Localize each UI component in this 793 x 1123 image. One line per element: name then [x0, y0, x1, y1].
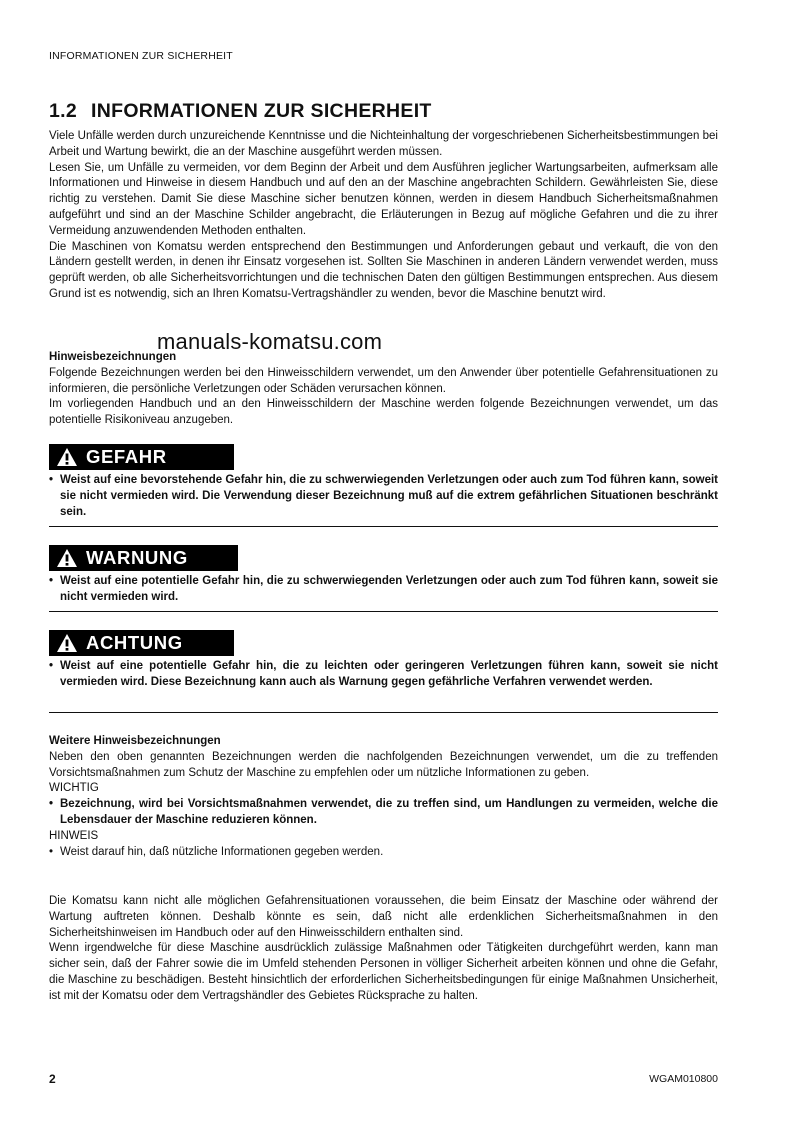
achtung-description [49, 659, 718, 691]
warnung-text: Weist auf eine potentielle Gefahr hin, die zu schwerwiegenden Verletzungen oder auch zum Tod führen kann, soweit sie nicht vermieden wird. [60, 575, 718, 603]
intro-paragraph-2: Lesen Sie, um Unfälle zu vermeiden, vor dem Beginn der Arbeit und dem Ausführen jeglicher Wartungsarbeiten, aufmerksam alle Informationen und Hinweise in diesem Handbuch und auf den an der Maschine angebrachten Schildern. Gewährleisten Sie, diese richtig zu verstehen. Damit Sie diese Maschine sicher benutzen können, werden in diesem Handbuch Sicherheitsmaßnahmen aufgeführt und sind an der Maschine Schilder angebracht, die Erläuterungen in Bezug auf mögliche Gefahren und die zu ihrer Vermeidung anzuwendenden Methoden enthalten. [49, 161, 718, 237]
bullet-icon: • [49, 474, 54, 486]
warnung-signal-label [49, 545, 238, 571]
wichtig-text: Bezeichnung, wird bei Vorsichtsmaßnahmen verwendet, die zu treffen sind, um Handlungen zu vermeiden, welche die Lebensdauer der Maschine reduzieren können. [60, 798, 718, 826]
document-code: WGAM010800 [649, 1073, 718, 1085]
warning-triangle-icon [56, 633, 78, 653]
achtung-text: Weist auf eine potentielle Gefahr hin, die zu leichten oder geringeren Verletzungen führen kann, soweit sie nicht vermieden wird. Diese Bezeichnung kann auch als Warnung gegen gefährliche Verfahren verwendet werden. [60, 660, 718, 688]
warning-triangle-icon [56, 447, 78, 467]
page-title [49, 100, 432, 123]
gefahr-signal-label [49, 444, 234, 470]
intro-paragraph-3: Die Maschinen von Komatsu werden entsprechend den Bestimmungen und Anforderungen gebaut und verkauft, die von den Ländern gestellt werden, in denen ihr Einsatz vorgesehen ist. Sollten Sie Maschinen in anderen Ländern verwendet werden, muss geprüft werden, ob alle Sicherheitsvorrichtungen und die technischen Daten den gültigen Bestimmungen entsprechen. Aus diesem Grund ist es notwendig, sich an Ihren Komatsu-Vertragshändler zu wenden, bevor die Maschine benutzt wird. [49, 240, 718, 300]
section-title: INFORMATIONEN ZUR SICHERHEIT [91, 100, 432, 122]
warnung-description [49, 574, 718, 606]
watermark: manuals-komatsu.com [157, 329, 383, 354]
hinweis-section [49, 350, 718, 429]
closing-paragraph-1: Die Komatsu kann nicht alle möglichen Gefahrensituationen voraussehen, die beim Einsatz der Maschine oder während der Wartung auftreten können. Deshalb könnte es sein, daß nicht alle erdenklichen Sicherheitsmaßnahmen in den Sicherheitshinweisen im Handbuch oder auf den Hinweisschildern enthalten sind. [49, 895, 718, 939]
closing-text [49, 894, 718, 1005]
intro-text [49, 129, 718, 303]
gefahr-label: GEFAHR [86, 446, 167, 467]
bullet-icon: • [49, 575, 54, 587]
hinweis-label: HINWEIS [49, 829, 99, 842]
bullet-icon: • [49, 660, 54, 672]
weitere-paragraph: Neben den oben genannten Bezeichnungen werden die nachfolgenden Bezeichnungen verwendet, um die zu treffenden Vorsichtsmaßnahmen zum Schutz der Maschine zu empfehlen oder um nützliche Informationen zu geben. [49, 750, 718, 779]
warning-triangle-icon [56, 548, 78, 568]
closing-paragraph-2: Wenn irgendwelche für diese Maschine ausdrücklich zulässige Maßnahmen oder Tätigkeiten durchgeführt werden, kann man sicher sein, daß der Fahrer sowie die im Umfeld stehenden Personen in völliger Sicherheit arbeiten können und ohne die Gefahr, die Maschine zu beschädigen. Besteht hinsichtlich der erforderlichen Sicherheitsbedingungen für einige Maßnahmen Unsicherheit, ist mit der Komatsu oder dem Vertragshändler des Gebietes Rücksprache zu halten. [49, 942, 718, 1002]
divider [49, 712, 718, 713]
intro-paragraph-1: Viele Unfälle werden durch unzureichende Kenntnisse und die Nichteinhaltung der vorgeschriebenen Sicherheitsbestimmungen bei Arbeit und Wartung bewirkt, die an der Maschine ausgeführt werden müssen. [49, 130, 718, 158]
divider [49, 526, 718, 527]
hinweis-paragraph-2: Im vorliegenden Handbuch und an den Hinweisschildern der Maschine werden folgende Bezeichnungen verwendet, um das potentielle Risikoniveau anzugeben. [49, 398, 718, 427]
running-header: INFORMATIONEN ZUR SICHERHEIT [49, 50, 233, 62]
gefahr-text: Weist auf eine bevorstehende Gefahr hin, die zu schwerwiegenden Verletzungen oder auch zum Tod führen kann, soweit sie nicht vermieden wird. Die Verwendung dieser Bezeichnung muß auf die extrem gefährlichen Situationen beschränkt sein. [60, 474, 718, 518]
weitere-heading: Weitere Hinweisbezeichnungen [49, 735, 221, 747]
divider [49, 611, 718, 612]
hinweis-paragraph-1: Folgende Bezeichnungen werden bei den Hinweisschildern verwendet, um den Anwender über potentielle Gefahrensituationen zu informieren, die persönliche Verletzungen oder Schäden verursachen können. [49, 366, 718, 395]
warnung-label: WARNUNG [86, 547, 188, 568]
hinweis-heading: Hinweisbezeichnungen [49, 351, 177, 363]
gefahr-description [49, 473, 718, 520]
section-number: 1.2 [49, 100, 78, 122]
bullet-icon: • [49, 798, 54, 811]
bullet-icon: • [49, 845, 54, 858]
page-number: 2 [49, 1072, 56, 1086]
weitere-section [49, 734, 718, 860]
hinweis-text: Weist darauf hin, daß nützliche Informationen gegeben werden. [60, 845, 384, 858]
wichtig-label: WICHTIG [49, 782, 99, 795]
achtung-signal-label [49, 630, 234, 656]
achtung-label: ACHTUNG [86, 632, 183, 653]
